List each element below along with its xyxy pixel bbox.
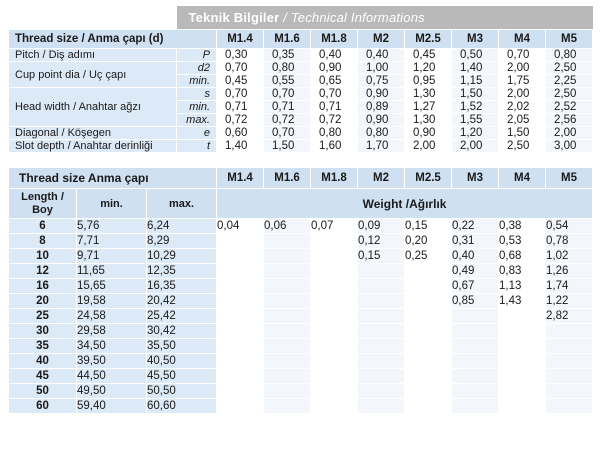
cell-value: 1,00 xyxy=(358,62,405,75)
col-header-thread-size: Thread size Anma çapı xyxy=(9,168,217,189)
min-value: 5,76 xyxy=(77,219,147,234)
cell-value: 0,90 xyxy=(405,127,452,140)
min-value: 15,65 xyxy=(77,279,147,294)
weight-value: 0,20 xyxy=(405,234,452,249)
cell-value: 0,65 xyxy=(311,75,358,88)
cell-value: 1,27 xyxy=(405,101,452,114)
cell-value: 1,15 xyxy=(452,75,499,88)
table-row xyxy=(9,49,593,62)
weight-value xyxy=(452,339,499,354)
weight-value: 1,74 xyxy=(546,279,593,294)
weight-value xyxy=(358,279,405,294)
weight-value xyxy=(264,234,311,249)
weight-value: 0,54 xyxy=(546,219,593,234)
length-value: 60 xyxy=(9,399,77,414)
weight-value xyxy=(264,264,311,279)
col-header-m25: M2.5 xyxy=(405,168,452,189)
weight-value: 1,22 xyxy=(546,294,593,309)
cell-value: 0,75 xyxy=(358,75,405,88)
cell-value: 0,70 xyxy=(217,88,264,101)
weight-value xyxy=(499,384,546,399)
cell-value: 0,70 xyxy=(311,88,358,101)
cell-value: 0,72 xyxy=(311,114,358,127)
weight-value: 0,07 xyxy=(311,219,358,234)
weight-value xyxy=(452,324,499,339)
cell-value: 0,72 xyxy=(264,114,311,127)
cell-value: 0,70 xyxy=(264,88,311,101)
row-symbol: max. xyxy=(177,114,217,127)
weight-value xyxy=(217,264,264,279)
weight-value xyxy=(311,384,358,399)
weight-value xyxy=(405,264,452,279)
cell-value: 3,00 xyxy=(546,140,593,153)
col-header-m14: M1.4 xyxy=(217,168,264,189)
col-header-m25: M2.5 xyxy=(405,30,452,49)
table-row xyxy=(9,127,593,140)
weight-value xyxy=(546,399,593,414)
weight-value: 0,22 xyxy=(452,219,499,234)
col-header-thread-size: Thread size / Anma çapı (d) xyxy=(9,30,217,49)
weight-value xyxy=(546,339,593,354)
weight-value xyxy=(405,384,452,399)
weight-value xyxy=(311,399,358,414)
weight-value xyxy=(546,324,593,339)
weight-value xyxy=(358,369,405,384)
weight-value xyxy=(405,399,452,414)
weight-value xyxy=(217,309,264,324)
cell-value: 1,30 xyxy=(405,88,452,101)
cell-value: 2,00 xyxy=(405,140,452,153)
length-value: 6 xyxy=(9,219,77,234)
cell-value: 0,89 xyxy=(358,101,405,114)
cell-value: 1,20 xyxy=(452,127,499,140)
weight-value xyxy=(452,369,499,384)
row-symbol: min. xyxy=(177,75,217,88)
row-label: Pitch / Diş adımı xyxy=(9,49,177,62)
max-value: 30,42 xyxy=(147,324,217,339)
cell-value: 0,50 xyxy=(452,49,499,62)
table-row xyxy=(9,88,593,101)
table-row xyxy=(9,234,593,249)
col-header-m4: M4 xyxy=(499,30,546,49)
cell-value: 2,52 xyxy=(546,101,593,114)
weight-value xyxy=(311,324,358,339)
weight-value xyxy=(311,249,358,264)
sub-header-weight: Weight /Ağırlık xyxy=(217,189,593,219)
cell-value: 1,40 xyxy=(452,62,499,75)
col-header-m4: M4 xyxy=(499,168,546,189)
length-value: 8 xyxy=(9,234,77,249)
weight-value xyxy=(264,354,311,369)
row-symbol: d2 xyxy=(177,62,217,75)
weight-value xyxy=(546,354,593,369)
cell-value: 0,80 xyxy=(264,62,311,75)
weight-value xyxy=(217,234,264,249)
weight-value xyxy=(264,399,311,414)
table-divider xyxy=(8,153,592,167)
weight-value xyxy=(499,399,546,414)
cell-value: 0,40 xyxy=(311,49,358,62)
weight-value xyxy=(358,339,405,354)
max-value: 25,42 xyxy=(147,309,217,324)
max-value: 6,24 xyxy=(147,219,217,234)
weight-value: 1,26 xyxy=(546,264,593,279)
weight-value: 0,38 xyxy=(499,219,546,234)
length-value: 40 xyxy=(9,354,77,369)
length-value: 45 xyxy=(9,369,77,384)
min-value: 59,40 xyxy=(77,399,147,414)
weight-value xyxy=(217,249,264,264)
max-value: 40,50 xyxy=(147,354,217,369)
weight-value xyxy=(217,399,264,414)
weight-value: 2,82 xyxy=(546,309,593,324)
weight-value xyxy=(405,309,452,324)
cell-value: 1,30 xyxy=(405,114,452,127)
weight-value xyxy=(358,354,405,369)
cell-value: 2,02 xyxy=(499,101,546,114)
weight-value xyxy=(264,339,311,354)
weight-value xyxy=(217,354,264,369)
page-title-italic: / Technical Informations xyxy=(279,10,425,25)
length-value: 12 xyxy=(9,264,77,279)
table-row xyxy=(9,189,593,219)
table-row xyxy=(9,219,593,234)
weight-value: 0,68 xyxy=(499,249,546,264)
length-value: 25 xyxy=(9,309,77,324)
col-header-m18: M1.8 xyxy=(311,30,358,49)
col-header-m3: M3 xyxy=(452,168,499,189)
cell-value: 1,50 xyxy=(499,127,546,140)
weight-value xyxy=(217,294,264,309)
col-header-m16: M1.6 xyxy=(264,168,311,189)
max-value: 12,35 xyxy=(147,264,217,279)
weight-value: 0,09 xyxy=(358,219,405,234)
weight-value xyxy=(264,294,311,309)
weight-value xyxy=(264,309,311,324)
col-header-m16: M1.6 xyxy=(264,30,311,49)
weight-value xyxy=(264,279,311,294)
weight-value: 1,13 xyxy=(499,279,546,294)
cell-value: 2,00 xyxy=(499,62,546,75)
col-header-m5: M5 xyxy=(546,168,593,189)
cell-value: 0,80 xyxy=(546,49,593,62)
cell-value: 0,30 xyxy=(217,49,264,62)
cell-value: 1,52 xyxy=(452,101,499,114)
cell-value: 0,40 xyxy=(358,49,405,62)
cell-value: 1,20 xyxy=(405,62,452,75)
technical-information-table xyxy=(8,6,593,153)
max-value: 50,50 xyxy=(147,384,217,399)
weight-value xyxy=(358,309,405,324)
min-value: 7,71 xyxy=(77,234,147,249)
max-value: 16,35 xyxy=(147,279,217,294)
weight-value xyxy=(217,279,264,294)
cell-value: 2,00 xyxy=(452,140,499,153)
weight-value xyxy=(452,354,499,369)
cell-value: 0,80 xyxy=(358,127,405,140)
table-row xyxy=(9,168,593,189)
table-row xyxy=(9,30,593,49)
cell-value: 1,50 xyxy=(264,140,311,153)
weight-value xyxy=(452,399,499,414)
min-value: 24,58 xyxy=(77,309,147,324)
sub-header-min: min. xyxy=(77,189,147,219)
cell-value: 0,90 xyxy=(358,88,405,101)
length-value: 20 xyxy=(9,294,77,309)
col-header-m14: M1.4 xyxy=(217,30,264,49)
weight-value xyxy=(264,324,311,339)
weight-value xyxy=(217,324,264,339)
table-row xyxy=(9,324,593,339)
cell-value: 0,60 xyxy=(217,127,264,140)
weight-value: 0,06 xyxy=(264,219,311,234)
max-value: 45,50 xyxy=(147,369,217,384)
cell-value: 0,55 xyxy=(264,75,311,88)
cell-value: 1,55 xyxy=(452,114,499,127)
length-value: 50 xyxy=(9,384,77,399)
weight-value xyxy=(499,309,546,324)
weight-value xyxy=(499,369,546,384)
weight-value: 0,31 xyxy=(452,234,499,249)
length-value: 35 xyxy=(9,339,77,354)
weight-value xyxy=(311,309,358,324)
weight-value: 0,78 xyxy=(546,234,593,249)
col-header-m5: M5 xyxy=(546,30,593,49)
cell-value: 0,72 xyxy=(217,114,264,127)
weight-value xyxy=(311,354,358,369)
cell-value: 1,75 xyxy=(499,75,546,88)
cell-value: 0,80 xyxy=(311,127,358,140)
weight-value: 0,40 xyxy=(452,249,499,264)
table-row xyxy=(9,399,593,414)
page-title-bold: Teknik Bilgiler xyxy=(188,10,280,25)
row-symbol: e xyxy=(177,127,217,140)
table-row xyxy=(9,249,593,264)
table-row xyxy=(9,309,593,324)
cell-value: 0,90 xyxy=(358,114,405,127)
col-header-m3: M3 xyxy=(452,30,499,49)
table-title-row xyxy=(9,6,593,30)
table-row xyxy=(9,369,593,384)
weight-value xyxy=(358,264,405,279)
cell-value: 2,25 xyxy=(546,75,593,88)
cell-value: 0,70 xyxy=(499,49,546,62)
weight-value: 0,53 xyxy=(499,234,546,249)
weight-value: 0,15 xyxy=(358,249,405,264)
max-value: 8,29 xyxy=(147,234,217,249)
min-value: 34,50 xyxy=(77,339,147,354)
cell-value: 0,35 xyxy=(264,49,311,62)
weight-value xyxy=(217,369,264,384)
weight-value xyxy=(405,294,452,309)
weight-value: 0,67 xyxy=(452,279,499,294)
weight-value: 0,04 xyxy=(217,219,264,234)
table-row xyxy=(9,294,593,309)
weight-value xyxy=(311,234,358,249)
weight-value xyxy=(217,384,264,399)
weight-value xyxy=(311,339,358,354)
cell-value: 2,56 xyxy=(546,114,593,127)
row-label: Diagonal / Köşegen xyxy=(9,127,177,140)
weight-value xyxy=(264,249,311,264)
table-row xyxy=(9,279,593,294)
min-value: 49,50 xyxy=(77,384,147,399)
row-symbol: t xyxy=(177,140,217,153)
min-value: 9,71 xyxy=(77,249,147,264)
page-title xyxy=(177,6,593,30)
cell-value: 0,90 xyxy=(311,62,358,75)
cell-value: 0,45 xyxy=(405,49,452,62)
min-value: 19,58 xyxy=(77,294,147,309)
cell-value: 0,71 xyxy=(264,101,311,114)
sub-header-length: Length / Boy xyxy=(9,189,77,219)
cell-value: 0,95 xyxy=(405,75,452,88)
weight-value xyxy=(499,339,546,354)
weight-value: 0,85 xyxy=(452,294,499,309)
cell-value: 2,00 xyxy=(499,88,546,101)
length-value: 10 xyxy=(9,249,77,264)
weight-table xyxy=(8,167,593,414)
weight-value xyxy=(311,294,358,309)
min-value: 11,65 xyxy=(77,264,147,279)
table-row xyxy=(9,384,593,399)
cell-value: 1,60 xyxy=(311,140,358,153)
weight-value xyxy=(499,324,546,339)
max-value: 60,60 xyxy=(147,399,217,414)
min-value: 29,58 xyxy=(77,324,147,339)
weight-value: 0,49 xyxy=(452,264,499,279)
cell-value: 2,00 xyxy=(546,127,593,140)
max-value: 10,29 xyxy=(147,249,217,264)
row-symbol: s xyxy=(177,88,217,101)
table-row xyxy=(9,354,593,369)
weight-value xyxy=(311,279,358,294)
cell-value: 0,45 xyxy=(217,75,264,88)
max-value: 20,42 xyxy=(147,294,217,309)
weight-value xyxy=(405,354,452,369)
cell-value: 1,40 xyxy=(217,140,264,153)
weight-value xyxy=(405,279,452,294)
min-value: 39,50 xyxy=(77,354,147,369)
weight-value xyxy=(499,354,546,369)
length-value: 16 xyxy=(9,279,77,294)
weight-value: 0,12 xyxy=(358,234,405,249)
table-row xyxy=(9,62,593,75)
col-header-m18: M1.8 xyxy=(311,168,358,189)
weight-value: 1,02 xyxy=(546,249,593,264)
row-label: Slot depth / Anahtar derinliği xyxy=(9,140,177,153)
weight-value xyxy=(546,384,593,399)
weight-value xyxy=(311,369,358,384)
weight-value xyxy=(452,309,499,324)
weight-value: 0,15 xyxy=(405,219,452,234)
row-label: Head width / Anahtar ağzı xyxy=(9,88,177,127)
col-header-m2: M2 xyxy=(358,30,405,49)
weight-value: 1,43 xyxy=(499,294,546,309)
weight-value xyxy=(405,324,452,339)
weight-value: 0,25 xyxy=(405,249,452,264)
row-label: Cup point dia / Uç çapı xyxy=(9,62,177,88)
weight-value xyxy=(546,369,593,384)
weight-value xyxy=(217,339,264,354)
table-row xyxy=(9,339,593,354)
weight-value xyxy=(358,399,405,414)
table-row xyxy=(9,264,593,279)
col-header-m2: M2 xyxy=(358,168,405,189)
weight-value xyxy=(405,369,452,384)
cell-value: 1,50 xyxy=(452,88,499,101)
weight-value: 0,83 xyxy=(499,264,546,279)
cell-value: 2,50 xyxy=(499,140,546,153)
sub-header-max: max. xyxy=(147,189,217,219)
weight-value xyxy=(358,294,405,309)
table-row xyxy=(9,140,593,153)
weight-value xyxy=(311,264,358,279)
row-symbol: min. xyxy=(177,101,217,114)
cell-value: 2,05 xyxy=(499,114,546,127)
length-value: 30 xyxy=(9,324,77,339)
min-value: 44,50 xyxy=(77,369,147,384)
weight-value xyxy=(405,339,452,354)
weight-value xyxy=(264,384,311,399)
cell-value: 0,71 xyxy=(311,101,358,114)
cell-value: 2,50 xyxy=(546,62,593,75)
cell-value: 0,70 xyxy=(264,127,311,140)
cell-value: 1,70 xyxy=(358,140,405,153)
weight-value xyxy=(358,384,405,399)
weight-value xyxy=(452,384,499,399)
row-symbol: P xyxy=(177,49,217,62)
weight-value xyxy=(358,324,405,339)
cell-value: 0,71 xyxy=(217,101,264,114)
cell-value: 0,70 xyxy=(217,62,264,75)
max-value: 35,50 xyxy=(147,339,217,354)
weight-value xyxy=(264,369,311,384)
cell-value: 2,50 xyxy=(546,88,593,101)
title-spacer xyxy=(9,6,177,30)
